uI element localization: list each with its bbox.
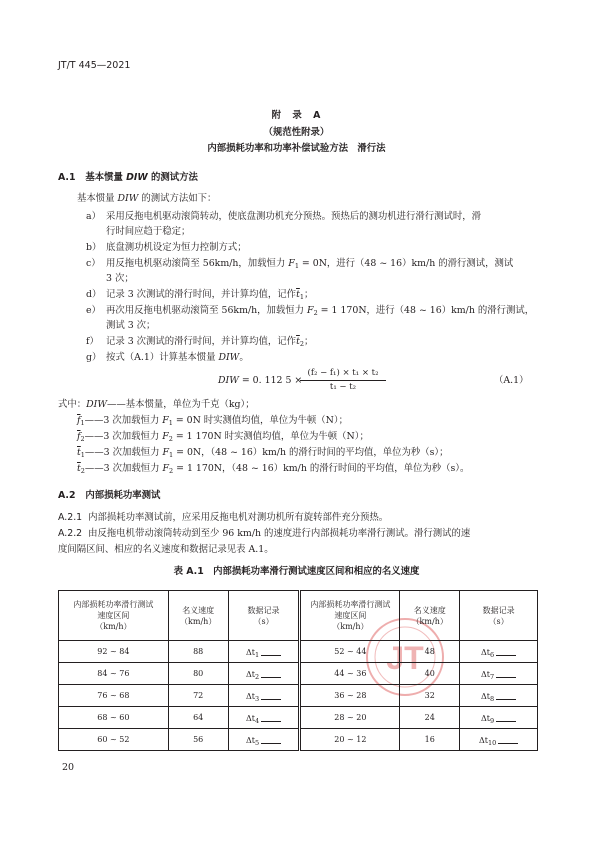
header-record-2: 数据记录 （s） [460,591,538,641]
cell-range: 68 ~ 60 [59,707,169,729]
appendix-name: 内部损耗功率和功率补偿试验方法 滑行法 [207,143,386,154]
a2-1-paragraph: A.2.1 内部损耗功率测试前，应采用反拖电机对测功机所有旋转部件充分预热。 [58,512,389,523]
table-row [59,685,538,707]
header-range: 内部损耗功率滑行测试 速度区间 （km/h） [59,591,169,641]
formula-denominator: t₁ − t₂ [329,382,357,392]
cell-range: 52 ~ 44 [300,641,400,663]
table-row [59,707,538,729]
speed-interval-table [58,590,538,751]
step-c-label: c） [86,258,101,269]
appendix-type: （规范性附录） [263,127,330,138]
cell-record: $\Delta t_{10}$ [460,729,538,751]
cell-speed: 56 [168,729,228,751]
cell-range: 92 ~ 84 [59,641,169,663]
cell-record: $\Delta t_8$ [460,685,538,707]
cell-range: 20 ~ 12 [300,729,400,751]
where-diw: 式中：DIW——基本惯量，单位为千克（kg）； [58,399,255,410]
standard-number: JT/T 445—2021 [58,60,131,71]
formula-fraction-bar [300,380,386,381]
formula-lhs: DIW = 0. 112 5 × [218,375,303,386]
section-a1-heading: A.1 基本惯量 DIW 的测试方法 [58,172,198,183]
formula-number: （A.1） [494,375,529,386]
table-row [59,641,538,663]
cell-speed: 40 [400,663,460,685]
def-f1: $\overline{f}_1——3$ 次加载恒力 $F_1 = 0N$ 时实测值均值，单位为牛顿（N）； [77,415,348,427]
step-a-label: a） [86,211,101,222]
step-d-text: 记录 3 次测试的滑行时间，并计算均值，记作$\overline{t}_1$； [106,289,314,301]
header-speed-2: 名义速度 （km/h） [400,591,460,641]
def-t1: $\overline{t}_1——3$ 次加载恒力 $F_1 = 0N$，（48 ~ 16）km/h 的滑行时间的平均值，单位为秒（s）； [77,447,449,459]
table-caption: 表 A.1 内部损耗功率滑行测试速度区间和相应的名义速度 [173,566,420,577]
step-a-text: 采用反拖电机驱动滚筒转动，使底盘测功机充分预热。预热后的测功机进行滑行测试时，滑 [106,211,482,222]
def-f2: $\overline{f}_2——3$ 次加载恒力 $F_2 = 1$ 170N 时实测值均值，单位为牛顿（N）； [77,431,369,443]
step-f-text: 记录 3 次测试的滑行时间，并计算均值，记作$\overline{t}_2$； [106,336,314,348]
cell-record: $\Delta t_2$ [228,663,300,685]
step-d-label: d） [86,289,102,300]
step-b-label: b） [86,242,102,253]
step-c-text-cont: 3 次； [106,273,134,284]
cell-speed: 24 [400,707,460,729]
cell-record: $\Delta t_7$ [460,663,538,685]
cell-record: $\Delta t_6$ [460,641,538,663]
header-record: 数据记录 （s） [228,591,300,641]
cell-speed: 88 [168,641,228,663]
step-e-text-cont: 测试 3 次； [106,320,156,331]
formula-numerator: (f₂ − f₁) × t₁ × t₂ [307,368,379,378]
cell-range: 44 ~ 36 [300,663,400,685]
step-e-text: 再次用反拖电机驱动滚筒至 56km/h，加载恒力 $F_2 = 1$ 170N，进行（48 ~ 16）km/h 的滑行测试， [106,305,535,317]
cell-record: $\Delta t_1$ [228,641,300,663]
cell-range: 28 ~ 20 [300,707,400,729]
cell-speed: 64 [168,707,228,729]
appendix-title: 附 录 A [271,110,322,121]
header-speed: 名义速度 （km/h） [168,591,228,641]
cell-speed: 32 [400,685,460,707]
step-e-label: e） [86,305,101,316]
def-t2: $\overline{t}_2——3$ 次加载恒力 $F_2 = 1$ 170N，（48 ~ 16）km/h 的滑行时间的平均值，单位为秒（s）。 [77,463,470,475]
step-f-label: f） [86,336,99,347]
cell-speed: 80 [168,663,228,685]
cell-record: $\Delta t_4$ [228,707,300,729]
a2-2-paragraph-cont: 度间隔区间、相应的名义速度和数据记录见表 A.1。 [58,544,274,555]
cell-range: 76 ~ 68 [59,685,169,707]
cell-range: 36 ~ 28 [300,685,400,707]
page-number: 20 [62,762,75,773]
cell-range: 84 ~ 76 [59,663,169,685]
cell-speed: 48 [400,641,460,663]
step-c-text: 用反拖电机驱动滚筒至 56km/h，加载恒力 $F_1 = 0N$，进行（48 ~ 16）km/h 的滑行测试，测试 [106,258,514,270]
step-a-text-cont: 行时间应趋于稳定； [106,226,191,237]
step-b-text: 底盘测功机设定为恒力控制方式； [106,242,247,253]
step-g-text: 按式（A.1）计算基本惯量 DIW。 [106,352,249,363]
section-a2-heading: A.2 内部损耗功率测试 [58,490,161,501]
a2-2-paragraph: A.2.2 由反拖电机带动滚筒转动到至少 96 km/h 的速度进行内部损耗功率滑行测试。滑行测试的速 [58,528,471,539]
a1-intro: 基本惯量 DIW 的测试方法如下： [77,193,217,204]
cell-speed: 72 [168,685,228,707]
table-row [59,663,538,685]
table-header-row [59,591,538,641]
cell-range: 60 ~ 52 [59,729,169,751]
table-row [59,729,538,751]
cell-record: $\Delta t_3$ [228,685,300,707]
cell-speed: 16 [400,729,460,751]
cell-record: $\Delta t_5$ [228,729,300,751]
step-g-label: g） [86,352,102,363]
cell-record: $\Delta t_9$ [460,707,538,729]
seal-text: JT [386,640,424,676]
header-range-2: 内部损耗功率滑行测试 速度区间 （km/h） [300,591,400,641]
